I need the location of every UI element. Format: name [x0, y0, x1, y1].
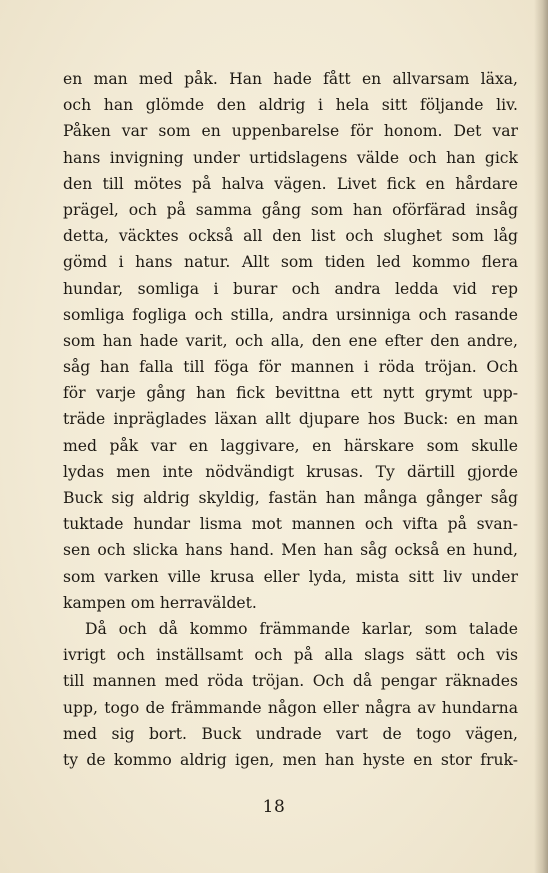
text-line: hans invigning under urtidslagens välde och han gick — [63, 148, 518, 167]
text-line: som han hade varit, och alla, den ene efter den andre, — [63, 331, 518, 350]
text-line: för varje gång han fick bevittna ett nytt grymt upp- — [63, 384, 518, 403]
text-line: som varken ville krusa eller lyda, mista sitt liv under — [63, 567, 518, 586]
text-line: kampen om herraväldet. — [63, 593, 257, 612]
text-line: såg han falla till föga för mannen i röda tröjan. Och — [63, 358, 518, 377]
text-line: Buck sig aldrig skyldig, fastän han många gånger såg — [63, 489, 518, 507]
page-edge-shadow — [534, 0, 548, 873]
text-line: och han glömde den aldrig i hela sitt följande liv. — [63, 96, 518, 115]
text-line: upp, togo de främmande någon eller några av hundarna — [63, 698, 518, 717]
body-text — [63, 66, 518, 773]
text-line: Då och då kommo främmande karlar, som talade — [85, 619, 518, 638]
page-number: 18 — [262, 797, 286, 817]
text-line: ty de kommo aldrig igen, men han hyste en stor fruk- — [63, 750, 518, 769]
text-line: lydas men inte nödvändigt krusas. Ty därtill gjorde — [63, 462, 518, 481]
text-line: somliga fogliga och stilla, andra ursinniga och rasande — [63, 305, 518, 324]
text-line: Påken var som en uppenbarelse för honom. Det var — [63, 122, 518, 141]
text-line: den till mötes på halva vägen. Livet fick en hårdare — [63, 174, 518, 193]
text-line: en man med påk. Han hade fått en allvarsam läxa, — [63, 70, 518, 88]
text-line: till mannen med röda tröjan. Och då pengar räknades — [63, 672, 518, 691]
text-line: med sig bort. Buck undrade vart de togo vägen, — [63, 724, 518, 743]
text-line: tuktade hundar lisma mot mannen och vifta på svan- — [63, 515, 518, 534]
text-line: med påk var en laggivare, en härskare som skulle — [63, 436, 518, 455]
text-line: träde inpräglades läxan allt djupare hos Buck: en man — [63, 410, 518, 429]
text-line: detta, väcktes också all den list och slughet som låg — [63, 227, 518, 246]
text-line: prägel, och på samma gång som han oförfärad insåg — [63, 200, 518, 219]
text-line: hundar, somliga i burar och andra ledda vid rep — [63, 279, 518, 298]
text-line: sen och slicka hans hand. Men han såg också en hund, — [63, 541, 518, 560]
text-line: gömd i hans natur. Allt som tiden led kommo flera — [63, 253, 518, 272]
text-line: ivrigt och inställsamt och på alla slags sätt och vis — [63, 646, 518, 665]
